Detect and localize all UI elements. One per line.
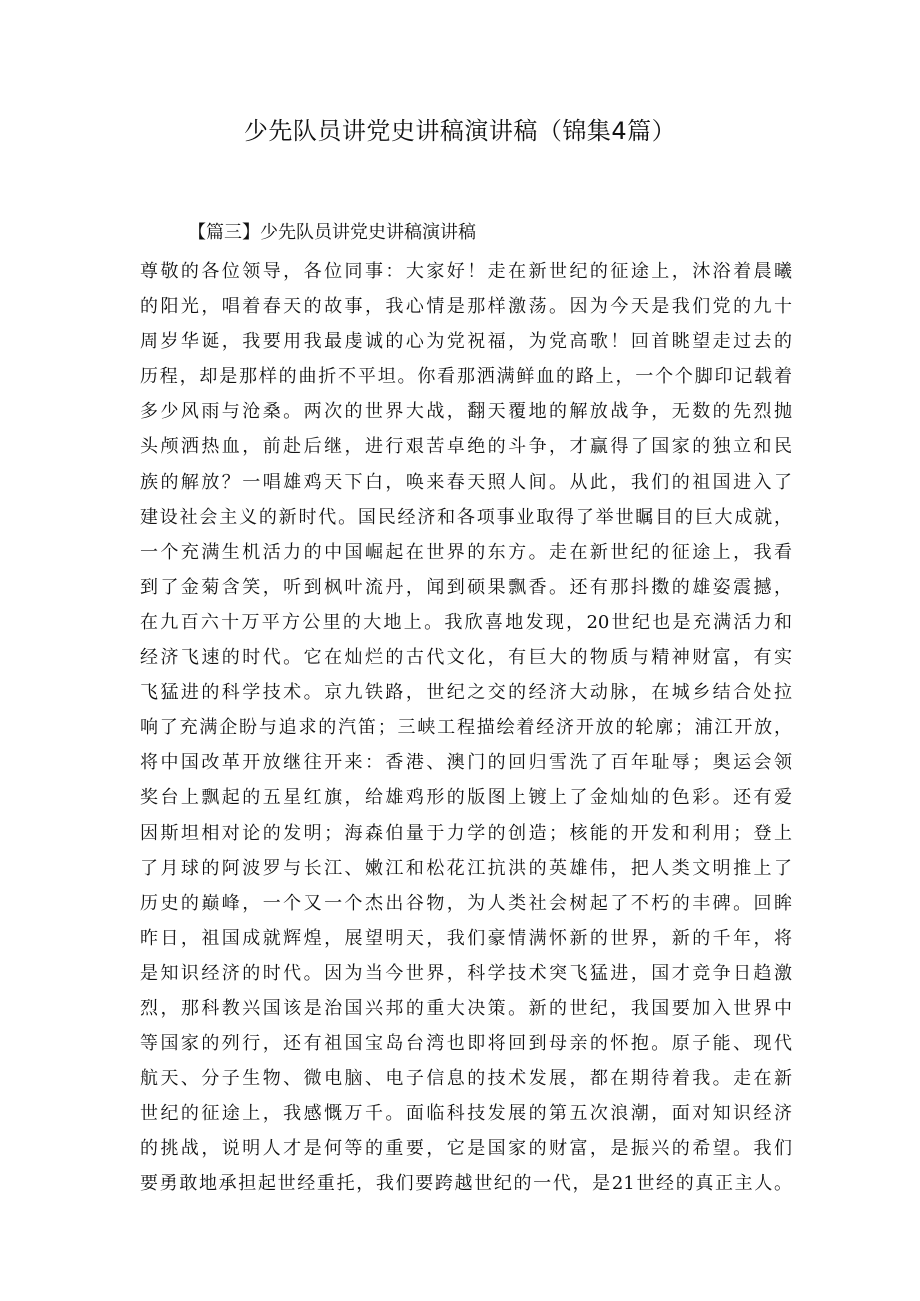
body-text xyxy=(140,254,792,1202)
body-line: 昨日，祖国成就辉煌，展望明天，我们豪情满怀新的世界，新的千年，将 xyxy=(140,927,792,949)
body-line: 的挑战，说明人才是何等的重要，它是国家的财富，是振兴的希望。我们 xyxy=(140,1138,792,1160)
body-line: 世纪的征途上，我感慨万千。面临科技发展的第五次浪潮，面对知识经济 xyxy=(140,1103,792,1125)
body-line: 等国家的列行，还有祖国宝岛台湾也即将回到母亲的怀抱。原子能、现代 xyxy=(140,1033,792,1055)
body-line: 建设社会主义的新时代。国民经济和各项事业取得了举世瞩目的巨大成就， xyxy=(140,506,792,528)
body-line: 奖台上飘起的五星红旗，给雄鸡形的版图上镀上了金灿灿的色彩。还有爱 xyxy=(140,787,792,809)
body-line: 要勇敢地承担起世经重托，我们要跨越世纪的一代，是21世经的真正主人。 xyxy=(140,1173,792,1195)
body-line: 因斯坦相对论的发明；海森伯量于力学的创造；核能的开发和利用；登上 xyxy=(140,822,792,844)
body-line: 在九百六十万平方公里的大地上。我欣喜地发现，20世纪也是充满活力和 xyxy=(140,611,792,633)
body-line: 的阳光，唱着春天的故事，我心情是那样激荡。因为今天是我们党的九十 xyxy=(140,296,792,318)
section-heading: 【篇三】少先队员讲党史讲稿演讲稿 xyxy=(188,222,476,243)
body-line: 到了金菊含笑，听到枫叶流丹，闻到硕果飘香。还有那抖擞的雄姿震撼， xyxy=(140,576,792,598)
body-line: 头颅洒热血，前赴后继，进行艰苦卓绝的斗争，才赢得了国家的独立和民 xyxy=(140,436,792,458)
body-line: 响了充满企盼与追求的汽笛；三峡工程描绘着经济开放的轮廓；浦江开放， xyxy=(140,717,792,739)
body-line: 尊敬的各位领导，各位同事：大家好！走在新世纪的征途上，沐浴着晨曦 xyxy=(140,261,792,282)
document-title: 少先队员讲党史讲稿演讲稿（锦集4篇） xyxy=(243,117,677,145)
body-line: 周岁华诞，我要用我最虔诚的心为党祝福，为党高歌！回首眺望走过去的 xyxy=(140,331,792,353)
body-line: 一个充满生机活力的中国崛起在世界的东方。走在新世纪的征途上，我看 xyxy=(140,541,792,563)
body-line: 将中国改革开放继往开来：香港、澳门的回归雪洗了百年耻辱；奥运会领 xyxy=(140,752,792,774)
body-line: 历史的巅峰，一个又一个杰出谷物，为人类社会树起了不朽的丰碑。回眸 xyxy=(140,892,792,914)
body-line: 历程，却是那样的曲折不平坦。你看那洒满鲜血的路上，一个个脚印记载着 xyxy=(140,366,792,388)
body-line: 族的解放？一唱雄鸡天下白，唤来春天照人间。从此，我们的祖国进入了 xyxy=(140,471,792,493)
body-line: 多少风雨与沧桑。两次的世界大战，翻天覆地的解放战争，无数的先烈抛 xyxy=(140,401,792,423)
body-line: 经济飞速的时代。它在灿烂的古代文化，有巨大的物质与精神财富，有实 xyxy=(140,647,792,669)
body-line: 航天、分子生物、微电脑、电子信息的技术发展，都在期待着我。走在新 xyxy=(140,1068,792,1090)
body-line: 是知识经济的时代。因为当今世界，科学技术突飞猛进，国才竞争日趋激 xyxy=(140,962,792,984)
body-line: 飞猛进的科学技术。京九铁路，世纪之交的经济大动脉，在城乡结合处拉 xyxy=(140,682,792,704)
body-line: 了月球的阿波罗与长江、嫩江和松花江抗洪的英雄伟，把人类文明推上了 xyxy=(140,857,792,879)
body-line: 烈，那科教兴国该是治国兴邦的重大决策。新的世纪，我国要加入世界中 xyxy=(140,997,792,1019)
